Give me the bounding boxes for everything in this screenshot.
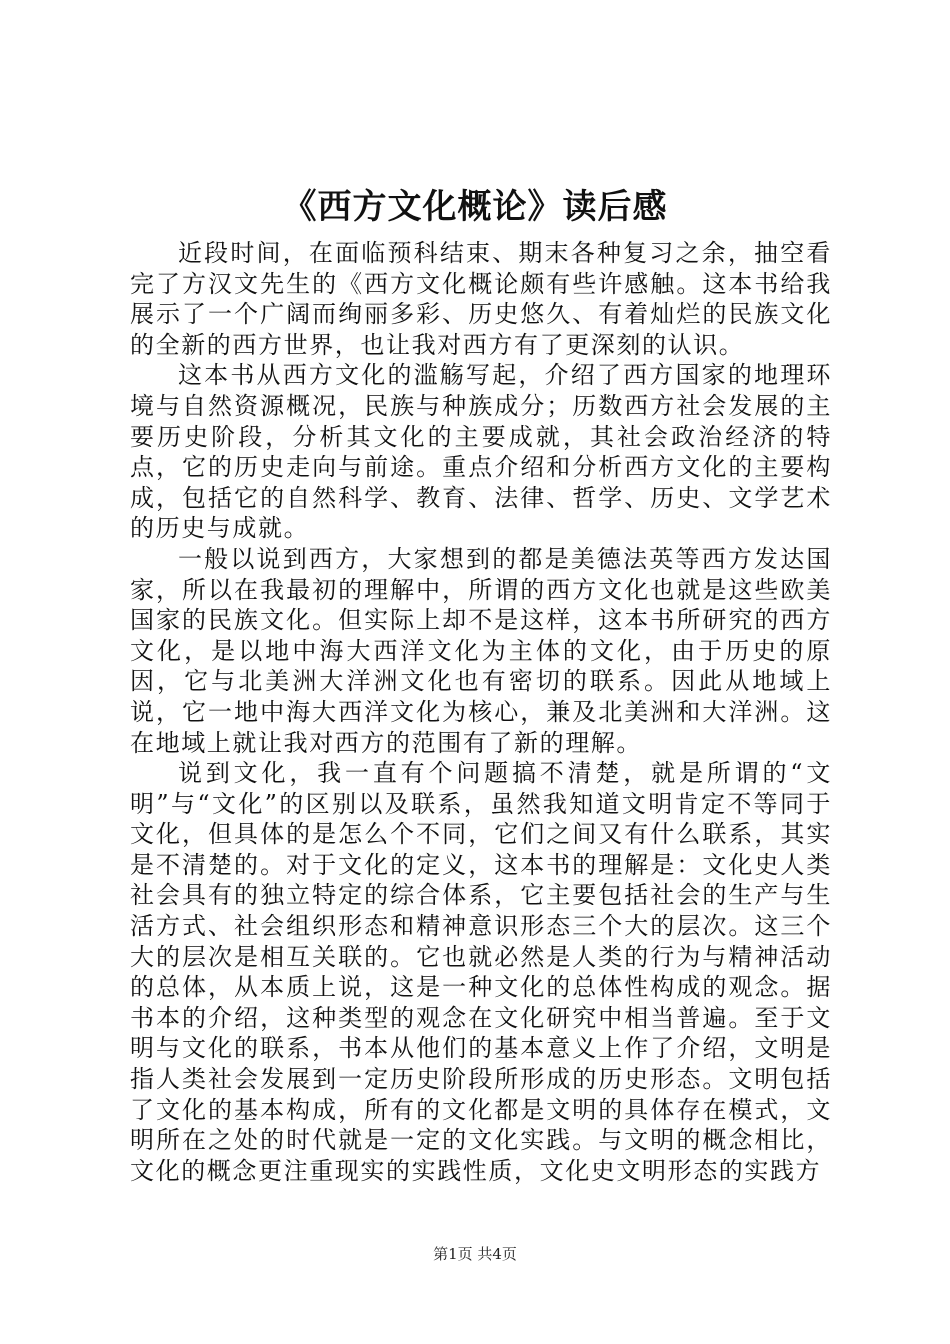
paragraph-2: 这本书从西方文化的滥觞写起，介绍了西方国家的地理环境与自然资源概况，民族与种族成分；历数西方社会发展的主要历史阶段，分析其文化的主要成就，其社会政治经济的特点，它的历史走向与前途。重点介绍和分析西方文化的主要构成，包括它的自然科学、教育、法律、哲学、历史、文学艺术的历史与成就。 [130,361,832,543]
document-body [130,238,832,1186]
document-title: 《西方文化概论》读后感 [282,187,668,227]
page-footer: 第1页 共4页 [433,1245,517,1263]
paragraph-3: 一般以说到西方，大家想到的都是美德法英等西方发达国家，所以在我最初的理解中，所谓的西方文化也就是这些欧美国家的民族文化。但实际上却不是这样，这本书所研究的西方文化，是以地中海大西洋文化为主体的文化，由于历史的原因，它与北美洲大洋洲文化也有密切的联系。因此从地域上说，它一地中海大西洋文化为核心，兼及北美洲和大洋洲。这在地域上就让我对西方的范围有了新的理解。 [130,544,832,757]
paragraph-1: 近段时间，在面临预科结束、期末各种复习之余，抽空看完了方汉文先生的《西方文化概论颇有些许感触。这本书给我展示了一个广阔而绚丽多彩、历史悠久、有着灿烂的民族文化的全新的西方世界，也让我对西方有了更深刻的认识。 [130,239,832,359]
paragraph-4: 说到文化，我一直有个问题搞不清楚，就是所谓的“文明”与“文化”的区别以及联系，虽然我知道文明肯定不等同于文化，但具体的是怎么个不同，它们之间又有什么联系，其实是不清楚的。对于文化的定义，这本书的理解是：文化史人类社会具有的独立特定的综合体系，它主要包括社会的生产与生活方式、社会组织形态和精神意识形态三个大的层次。这三个大的层次是相互关联的。它也就必然是人类的行为与精神活动的总体，从本质上说，这是一种文化的总体性构成的观念。据书本的介绍，这种类型的观念在文化研究中相当普遍。至于文明与文化的联系，书本从他们的基本意义上作了介绍，文明是指人类社会发展到一定历史阶段所形成的历史形态。文明包括了文化的基本构成，所有的文化都是文明的具体存在模式，文明所在之处的时代就是一定的文化实践。与文明的概念相比，文化的概念更注重现实的实践性质，文化史文明形态的实践方 [130,759,832,1185]
